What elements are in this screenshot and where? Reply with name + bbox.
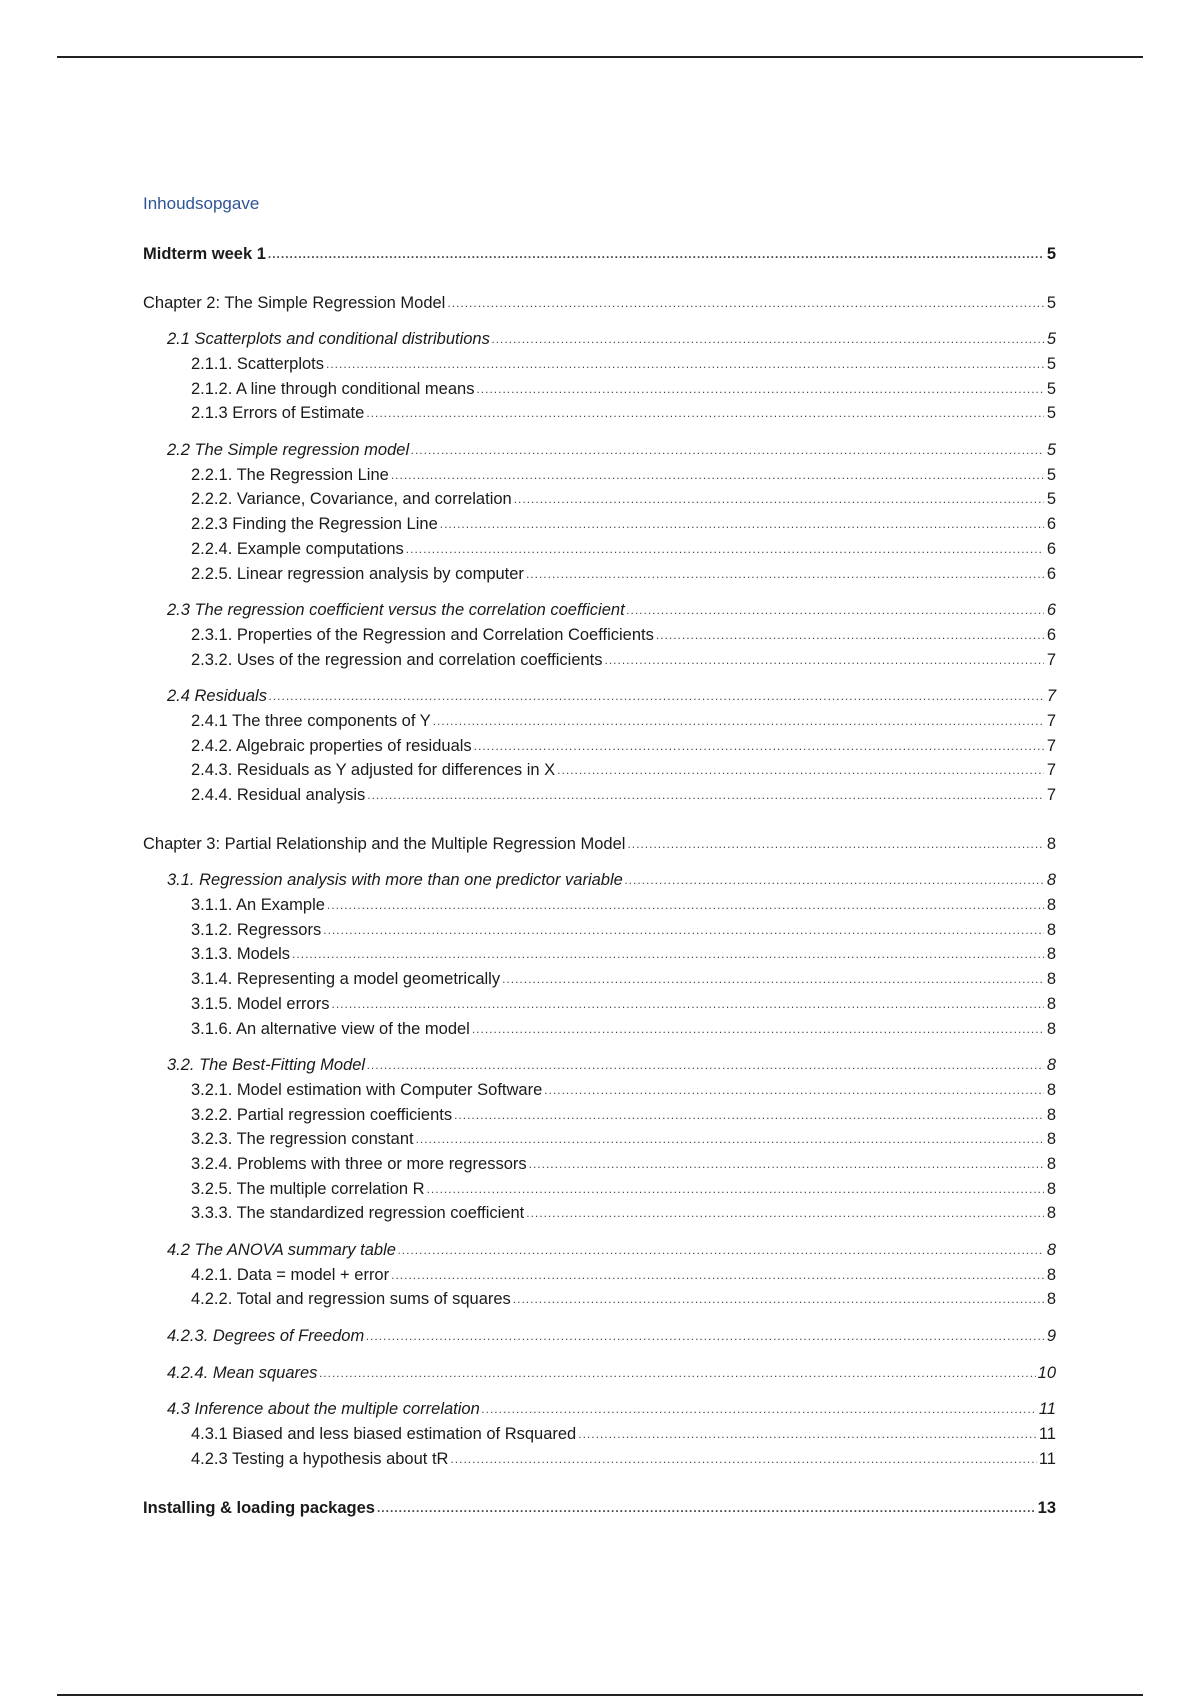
toc-entry[interactable] <box>143 832 1056 857</box>
toc-leader <box>472 1017 1044 1042</box>
toc-entry[interactable] <box>143 562 1056 587</box>
toc-leader <box>544 1078 1044 1103</box>
toc-entry[interactable] <box>143 709 1056 734</box>
toc-entry[interactable] <box>143 868 1056 893</box>
toc-entry[interactable] <box>143 1152 1056 1177</box>
toc-entry[interactable] <box>143 893 1056 918</box>
toc-entry-label: 3.2.1. Model estimation with Computer Software <box>191 1080 543 1099</box>
toc-entry-page: 8 <box>1046 1154 1056 1173</box>
toc-heading: Inhoudsopgave <box>143 194 260 213</box>
toc-leader <box>578 1422 1037 1447</box>
toc-entry-page: 11 <box>1038 1400 1056 1419</box>
toc-entry[interactable] <box>143 438 1056 463</box>
toc-entry[interactable] <box>143 783 1056 808</box>
toc-entry-page: 8 <box>1046 1241 1056 1260</box>
toc-entry-page: 8 <box>1046 1019 1056 1038</box>
toc-entry-page: 8 <box>1046 994 1056 1013</box>
toc-leader <box>605 648 1044 673</box>
toc-entry[interactable] <box>143 1017 1056 1042</box>
toc-entry[interactable] <box>143 1361 1056 1386</box>
toc-entry[interactable] <box>143 1447 1056 1472</box>
toc-entry-label: 2.4.1 The three components of Y <box>191 711 431 730</box>
toc-entry-label: 2.1.1. Scatterplots <box>191 355 324 374</box>
toc-entry[interactable] <box>143 918 1056 943</box>
toc-entry-page: 5 <box>1046 404 1056 423</box>
toc-entry-label: 3.2.5. The multiple correlation R <box>191 1179 425 1198</box>
toc-entry-label: 4.3.1 Biased and less biased estimation of Rsquared <box>191 1425 577 1444</box>
toc-entry-label: 2.2.2. Variance, Covariance, and correlation <box>191 490 512 509</box>
toc-leader <box>367 783 1044 808</box>
toc-leader <box>367 1053 1044 1078</box>
toc-entry[interactable] <box>143 1398 1056 1423</box>
toc-entry-label: 2.4.2. Algebraic properties of residuals <box>191 736 472 755</box>
toc-leader <box>454 1103 1044 1128</box>
toc-leader <box>526 562 1044 587</box>
toc-leader <box>366 401 1044 426</box>
toc-leader <box>331 992 1044 1017</box>
toc-entry[interactable] <box>143 1324 1056 1349</box>
toc-entry[interactable] <box>143 1238 1056 1263</box>
toc-entry[interactable] <box>143 1053 1056 1078</box>
toc-leader <box>427 1177 1044 1202</box>
toc-entry-page: 8 <box>1046 834 1056 853</box>
toc-leader <box>514 488 1044 513</box>
toc-leader <box>625 868 1044 893</box>
toc-entry[interactable] <box>143 1127 1056 1152</box>
toc-entry[interactable] <box>143 1201 1056 1226</box>
toc-leader <box>526 1201 1044 1226</box>
toc-leader <box>557 758 1044 783</box>
toc-leader <box>474 734 1044 759</box>
toc-entry[interactable] <box>143 623 1056 648</box>
toc-entry-page: 8 <box>1046 896 1056 915</box>
toc-leader <box>416 1127 1044 1152</box>
toc-entry-label: 4.2.3. Degrees of Freedom <box>167 1327 365 1346</box>
toc-leader <box>447 291 1044 316</box>
header-rule <box>57 56 1143 58</box>
toc-entry[interactable] <box>143 463 1056 488</box>
toc-leader <box>269 684 1044 709</box>
toc-entry[interactable] <box>143 327 1056 352</box>
toc-entry-label: 3.2.3. The regression constant <box>191 1130 414 1149</box>
toc-leader <box>292 943 1044 968</box>
toc-entry-label: 4.2.3 Testing a hypothesis about tR <box>191 1449 449 1468</box>
toc-leader <box>319 1361 1035 1386</box>
toc-entry-page: 8 <box>1046 1265 1056 1284</box>
toc-leader <box>492 327 1044 352</box>
toc-entry-label: 2.3 The regression coefficient versus the correlation coefficient <box>167 601 625 620</box>
toc-entry-page: 7 <box>1046 650 1056 669</box>
toc-leader <box>391 1263 1044 1288</box>
toc-entry-page: 11 <box>1038 1425 1056 1444</box>
toc-entry[interactable] <box>143 943 1056 968</box>
toc-entry-page: 7 <box>1046 711 1056 730</box>
toc-entry-page: 11 <box>1038 1449 1056 1468</box>
toc-entry-page: 8 <box>1046 945 1056 964</box>
toc-entry[interactable] <box>143 967 1056 992</box>
toc-entry-label: 3.2.2. Partial regression coefficients <box>191 1105 453 1124</box>
toc-leader <box>377 1496 1036 1521</box>
toc-leader <box>268 242 1044 267</box>
toc-leader <box>398 1238 1044 1263</box>
toc-entry-page: 8 <box>1046 1056 1056 1075</box>
toc-entry-page: 5 <box>1046 441 1056 460</box>
toc-leader <box>482 1398 1037 1423</box>
toc-leader <box>391 463 1044 488</box>
toc-entry-label: 3.1.2. Regressors <box>191 920 322 939</box>
toc-entry-label: 3.2. The Best-Fitting Model <box>167 1056 366 1075</box>
toc-entry-label: 4.2.2. Total and regression sums of squares <box>191 1290 511 1309</box>
toc-entry-page: 8 <box>1046 1130 1056 1149</box>
toc-entry-label: 2.4.4. Residual analysis <box>191 786 366 805</box>
toc-entry[interactable] <box>143 1422 1056 1447</box>
toc-leader <box>627 598 1044 623</box>
toc-entry-page: 8 <box>1046 920 1056 939</box>
toc-leader <box>406 537 1044 562</box>
toc-entry-page: 9 <box>1046 1327 1056 1346</box>
toc-entry-label: 2.2.3 Finding the Regression Line <box>191 515 438 534</box>
toc-leader <box>513 1287 1044 1312</box>
toc-entry-label: 3.1.1. An Example <box>191 896 325 915</box>
toc-entry[interactable] <box>143 242 1056 267</box>
toc-leader <box>433 709 1044 734</box>
toc-entry-page: 5 <box>1046 293 1056 312</box>
toc-entry-label: 3.3.3. The standardized regression coefficient <box>191 1204 525 1223</box>
toc-entry-page: 6 <box>1046 564 1056 583</box>
toc-entry-page: 7 <box>1046 736 1056 755</box>
toc-entry[interactable] <box>143 401 1056 426</box>
toc-entry[interactable] <box>143 598 1056 623</box>
toc-entry[interactable] <box>143 1103 1056 1128</box>
toc-leader <box>476 377 1044 402</box>
toc-entry[interactable] <box>143 1496 1056 1521</box>
toc-entry-label: Chapter 3: Partial Relationship and the Multiple Regression Model <box>143 834 626 853</box>
toc-entry[interactable] <box>143 512 1056 537</box>
toc-entry[interactable] <box>143 1078 1056 1103</box>
toc-entry-label: 4.2.1. Data = model + error <box>191 1265 390 1284</box>
toc-leader <box>366 1324 1044 1349</box>
table-of-contents <box>143 190 1056 1520</box>
toc-entry[interactable] <box>143 1287 1056 1312</box>
toc-entry-page: 5 <box>1046 355 1056 374</box>
toc-leader <box>411 438 1044 463</box>
toc-leader <box>326 352 1044 377</box>
toc-entry-label: 2.2.1. The Regression Line <box>191 465 389 484</box>
toc-entry-page: 7 <box>1046 786 1056 805</box>
toc-entry-label: 3.1. Regression analysis with more than one predictor variable <box>167 871 623 890</box>
toc-entry-page: 6 <box>1046 515 1056 534</box>
toc-entry-page: 6 <box>1046 539 1056 558</box>
toc-entry[interactable] <box>143 377 1056 402</box>
toc-entry-label: 2.1.2. A line through conditional means <box>191 379 475 398</box>
toc-entry-page: 5 <box>1046 244 1056 263</box>
toc-entry-page: 8 <box>1046 1179 1056 1198</box>
toc-entry-page: 10 <box>1037 1363 1056 1382</box>
toc-entry[interactable] <box>143 758 1056 783</box>
toc-entry-page: 7 <box>1046 687 1056 706</box>
toc-entry[interactable] <box>143 1177 1056 1202</box>
toc-entry-label: Chapter 2: The Simple Regression Model <box>143 293 446 312</box>
toc-entry-page: 7 <box>1046 761 1056 780</box>
toc-entry-label: 2.4.3. Residuals as Y adjusted for differences in X <box>191 761 556 780</box>
toc-entry-page: 8 <box>1046 871 1056 890</box>
toc-entry-label: 2.1.3 Errors of Estimate <box>191 404 365 423</box>
toc-entry-label: Midterm week 1 <box>143 244 266 263</box>
toc-entry-label: 4.3 Inference about the multiple correlation <box>167 1400 480 1419</box>
toc-entry-page: 8 <box>1046 1105 1056 1124</box>
toc-entry-page: 8 <box>1046 1290 1056 1309</box>
toc-entry-label: 2.2 The Simple regression model <box>167 441 410 460</box>
toc-entry[interactable] <box>143 352 1056 377</box>
toc-entry-page: 5 <box>1046 490 1056 509</box>
toc-entry-label: 2.3.1. Properties of the Regression and Correlation Coefficients <box>191 625 654 644</box>
toc-entry[interactable] <box>143 992 1056 1017</box>
toc-entry-label: 2.1 Scatterplots and conditional distributions <box>167 330 490 349</box>
toc-entry[interactable] <box>143 488 1056 513</box>
toc-entry[interactable] <box>143 648 1056 673</box>
toc-entry[interactable] <box>143 291 1056 316</box>
toc-entry-page: 5 <box>1046 330 1056 349</box>
toc-entry-page: 8 <box>1046 970 1056 989</box>
toc-entry-page: 5 <box>1046 379 1056 398</box>
toc-entry-page: 6 <box>1046 601 1056 620</box>
toc-leader <box>450 1447 1036 1472</box>
toc-entry-page: 8 <box>1046 1204 1056 1223</box>
toc-entry-label: 2.2.4. Example computations <box>191 539 404 558</box>
toc-entry[interactable] <box>143 734 1056 759</box>
toc-entry-page: 13 <box>1037 1498 1056 1517</box>
toc-entry-label: 3.1.4. Representing a model geometrically <box>191 970 501 989</box>
toc-leader <box>327 893 1044 918</box>
toc-leader <box>323 918 1044 943</box>
toc-entry-page: 6 <box>1046 625 1056 644</box>
toc-entry[interactable] <box>143 537 1056 562</box>
toc-entry-label: Installing & loading packages <box>143 1498 375 1517</box>
toc-entry-label: 2.3.2. Uses of the regression and correlation coefficients <box>191 650 603 669</box>
toc-entry-label: 3.1.3. Models <box>191 945 291 964</box>
toc-leader <box>502 967 1044 992</box>
toc-leader <box>627 832 1044 857</box>
toc-leader <box>529 1152 1044 1177</box>
toc-entry-page: 5 <box>1046 465 1056 484</box>
toc-entry-label: 4.2 The ANOVA summary table <box>167 1241 396 1260</box>
toc-entry-label: 3.1.5. Model errors <box>191 994 330 1013</box>
toc-entry-label: 2.2.5. Linear regression analysis by computer <box>191 564 524 583</box>
toc-entry[interactable] <box>143 684 1056 709</box>
toc-entry-page: 8 <box>1046 1080 1056 1099</box>
toc-entry[interactable] <box>143 1263 1056 1288</box>
toc-leader <box>440 512 1044 537</box>
toc-entry-label: 3.2.4. Problems with three or more regressors <box>191 1154 527 1173</box>
toc-entry-label: 3.1.6. An alternative view of the model <box>191 1019 470 1038</box>
toc-entry-label: 4.2.4. Mean squares <box>167 1363 318 1382</box>
footer-rule <box>57 1694 1143 1696</box>
toc-entry-label: 2.4 Residuals <box>167 687 267 706</box>
toc-leader <box>656 623 1044 648</box>
